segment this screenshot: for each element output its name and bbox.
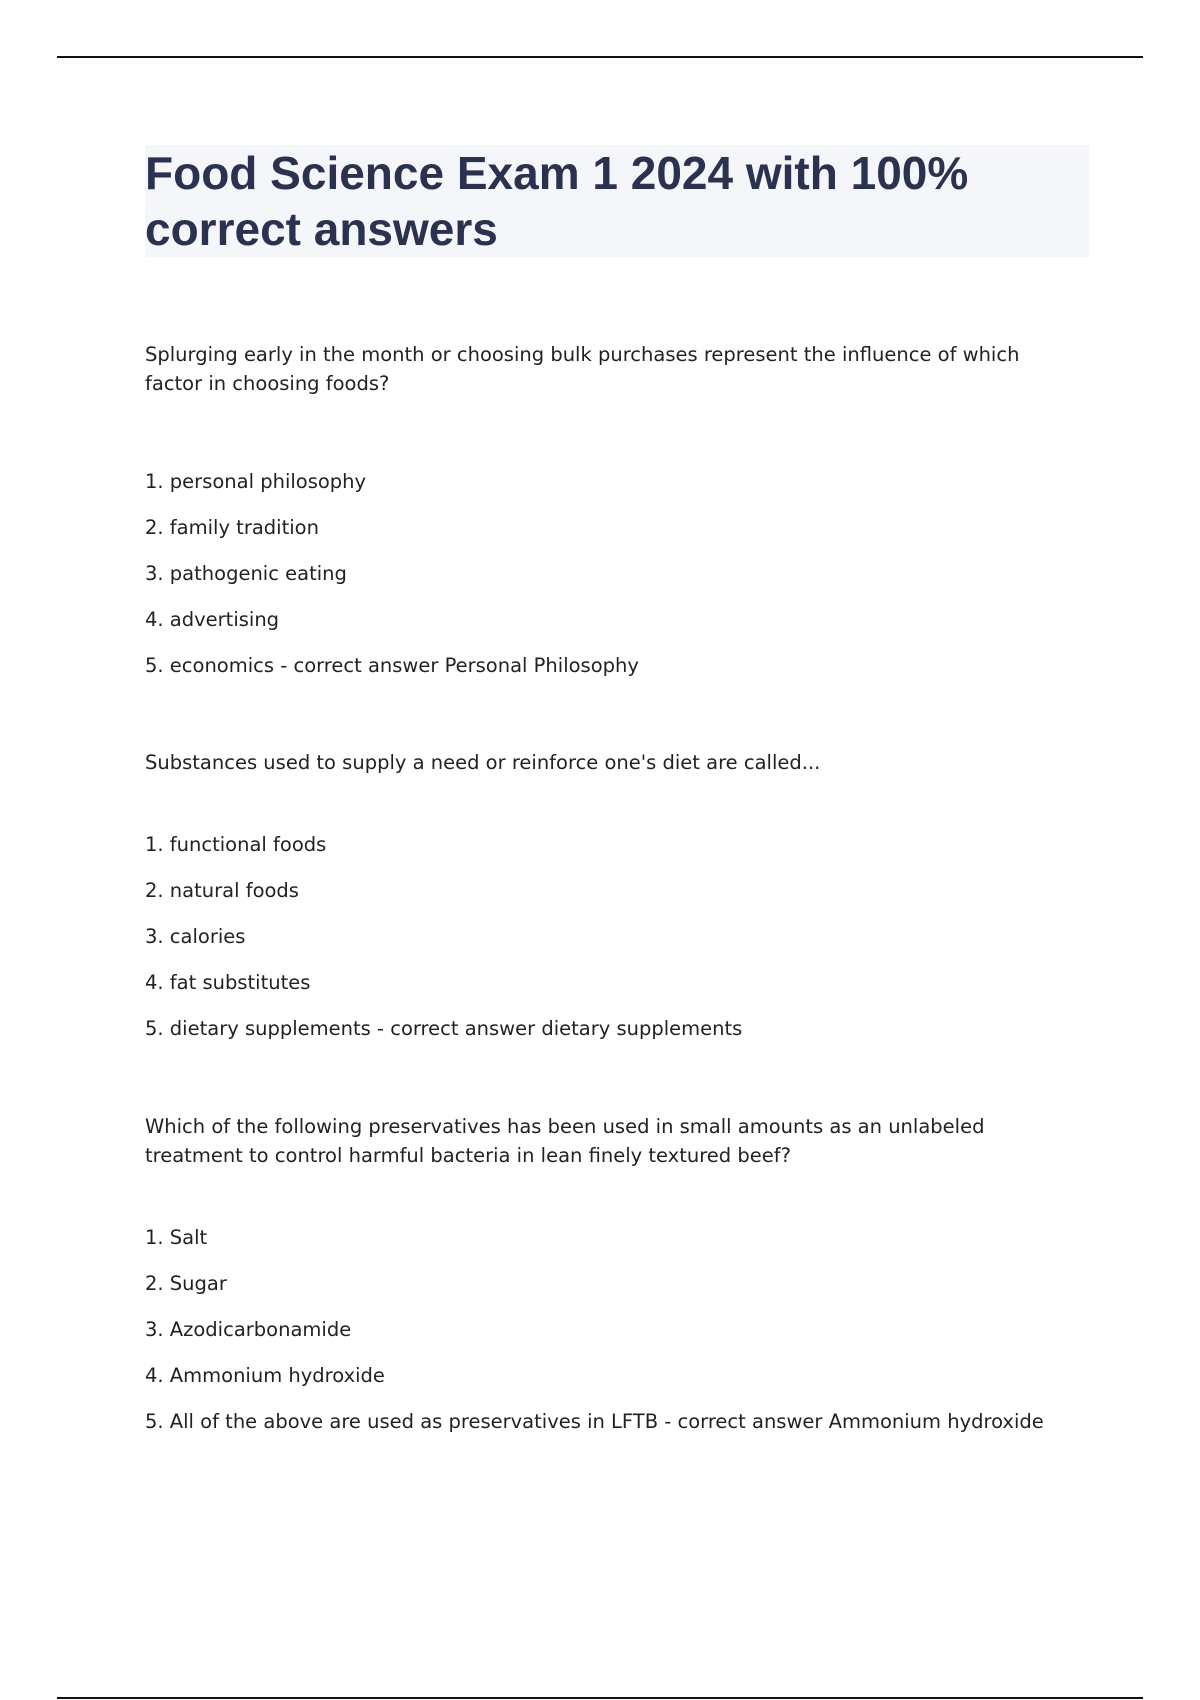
answer-option: 2. Sugar xyxy=(145,1272,227,1295)
answer-options xyxy=(145,830,1065,1043)
question-prompt: Splurging early in the month or choosing bulk purchases represent the influence of which factor in choosing foods? xyxy=(145,343,1020,395)
answer-option: 2. natural foods xyxy=(145,879,299,902)
answer-option: 3. Azodicarbonamide xyxy=(145,1318,352,1341)
answer-options xyxy=(145,467,1065,680)
answer-option-with-correct-answer: 5. All of the above are used as preservatives in LFTB - correct answer Ammonium hydroxide xyxy=(145,1410,1044,1433)
footer-rule xyxy=(57,1697,1143,1699)
answer-option: 1. functional foods xyxy=(145,833,327,856)
answer-option: 3. pathogenic eating xyxy=(145,562,347,585)
question-prompt: Which of the following preservatives has been used in small amounts as an unlabeled treatment to control harmful bacteria in lean finely textured beef? xyxy=(145,1115,985,1167)
answer-option: 4. advertising xyxy=(145,608,280,631)
answer-option: 1. Salt xyxy=(145,1226,208,1249)
answer-options xyxy=(145,1223,1065,1436)
page-title: Food Science Exam 1 2024 with 100% correct answers xyxy=(145,147,969,255)
answer-option-with-correct-answer: 5. dietary supplements - correct answer dietary supplements xyxy=(145,1017,743,1040)
answer-option: 2. family tradition xyxy=(145,516,319,539)
answer-option-with-correct-answer: 5. economics - correct answer Personal Philosophy xyxy=(145,654,639,677)
answer-option: 3. calories xyxy=(145,925,246,948)
answer-option: 1. personal philosophy xyxy=(145,470,367,493)
header-rule xyxy=(57,56,1143,58)
title-banner xyxy=(145,145,1089,257)
question-prompt: Substances used to supply a need or reinforce one's diet are called... xyxy=(145,751,821,774)
answer-option: 4. Ammonium hydroxide xyxy=(145,1364,385,1387)
answer-option: 4. fat substitutes xyxy=(145,971,311,994)
